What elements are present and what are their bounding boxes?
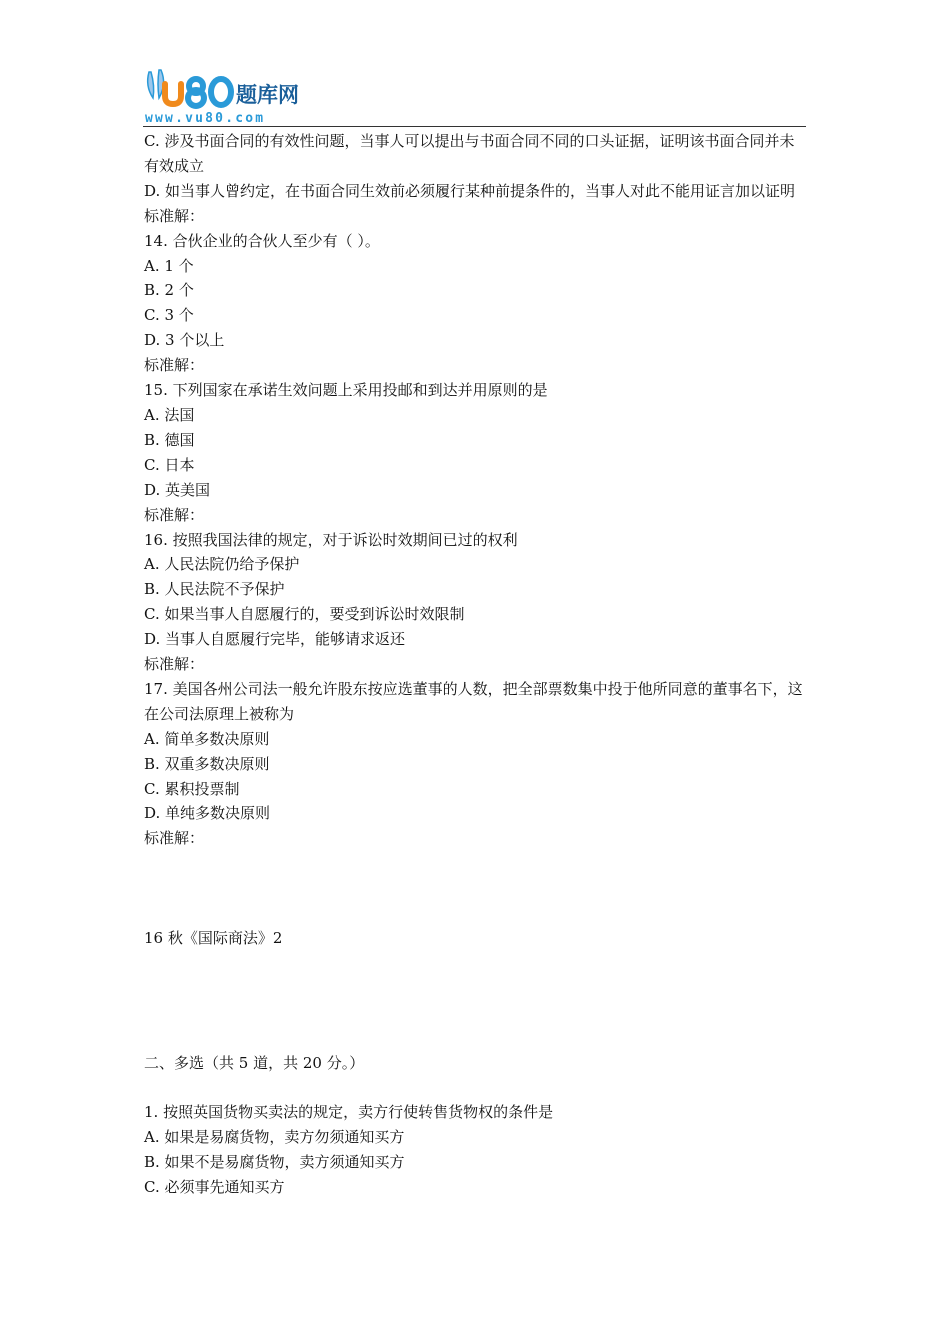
option-d: D. 单纯多数决原则: [144, 804, 271, 823]
exam-title: 16 秋《国际商法》2: [144, 929, 283, 948]
option-a: A. 1 个: [144, 256, 194, 275]
question-1: 1. 按照英国货物买卖法的规定，卖方行使转售货物权的条件是: [144, 1103, 554, 1122]
option-c: C. 日本: [144, 455, 195, 474]
answer-label: 标准解：: [144, 356, 205, 375]
option-a: A. 如果是易腐货物，卖方勿须通知买方: [144, 1128, 405, 1146]
option-c: C. 如果当事人自愿履行的，要受到诉讼时效限制: [144, 605, 465, 624]
option-b: B. 人民法院不予保护: [144, 580, 285, 599]
question-17: 17. 美国各州公司法一般允许股东按应选董事的人数，把全部票数集中投于他所同意的董事名下，这在公司法原理上被称为: [144, 679, 803, 723]
text-line: C. 涉及书面合同的有效性问题，当事人可以提出与书面合同不同的口头证据，证明该书面合同并未有效成立: [144, 132, 795, 175]
option-b: B. 2 个: [144, 281, 194, 300]
option-c: C. 3 个: [144, 306, 194, 325]
answer-label: 标准解：: [144, 655, 205, 674]
document-body: [144, 129, 808, 1200]
answer-label: 标准解：: [144, 829, 205, 848]
option-b: B. 如果不是易腐货物，卖方须通知买方: [144, 1152, 405, 1171]
option-b: B. 德国: [144, 430, 195, 449]
option-a: A. 简单多数决原则: [144, 729, 270, 748]
option-d: D. 英美国: [144, 480, 211, 499]
option-c: C. 必须事先通知买方: [144, 1177, 285, 1196]
section-title: 二、多选（共 5 道，共 20 分。）: [144, 1054, 365, 1073]
option-d: D. 当事人自愿履行完毕，能够请求返还: [144, 630, 406, 649]
option-b: B. 双重多数决原则: [144, 754, 270, 773]
option-d: D. 3 个以上: [144, 331, 225, 350]
question-block-a: [144, 129, 808, 851]
page-header: [143, 62, 806, 126]
text-line: 标准解：: [144, 206, 205, 225]
text-line: D. 如当事人曾约定，在书面合同生效前必须履行某种前提条件的，当事人对此不能用证言加以证明: [144, 181, 796, 200]
option-a: A. 法国: [144, 405, 195, 424]
question-16: 16. 按照我国法律的规定，对于诉讼时效期间已过的权利: [144, 530, 518, 549]
option-a: A. 人民法院仍给予保护: [144, 555, 300, 574]
question-15: 15. 下列国家在承诺生效问题上采用投邮和到达并用原则的是: [144, 381, 548, 400]
answer-label: 标准解：: [144, 505, 205, 524]
question-14: 14. 合伙企业的合伙人至少有（ ）。: [144, 231, 380, 250]
question-block-b: [144, 1100, 808, 1200]
header-divider: [143, 126, 806, 127]
svg-text:题库网: 题库网: [236, 83, 299, 107]
svg-text:www.vu80.com: www.vu80.com: [145, 111, 266, 124]
vu80-logo: [143, 64, 343, 124]
option-c: C. 累积投票制: [144, 779, 240, 798]
